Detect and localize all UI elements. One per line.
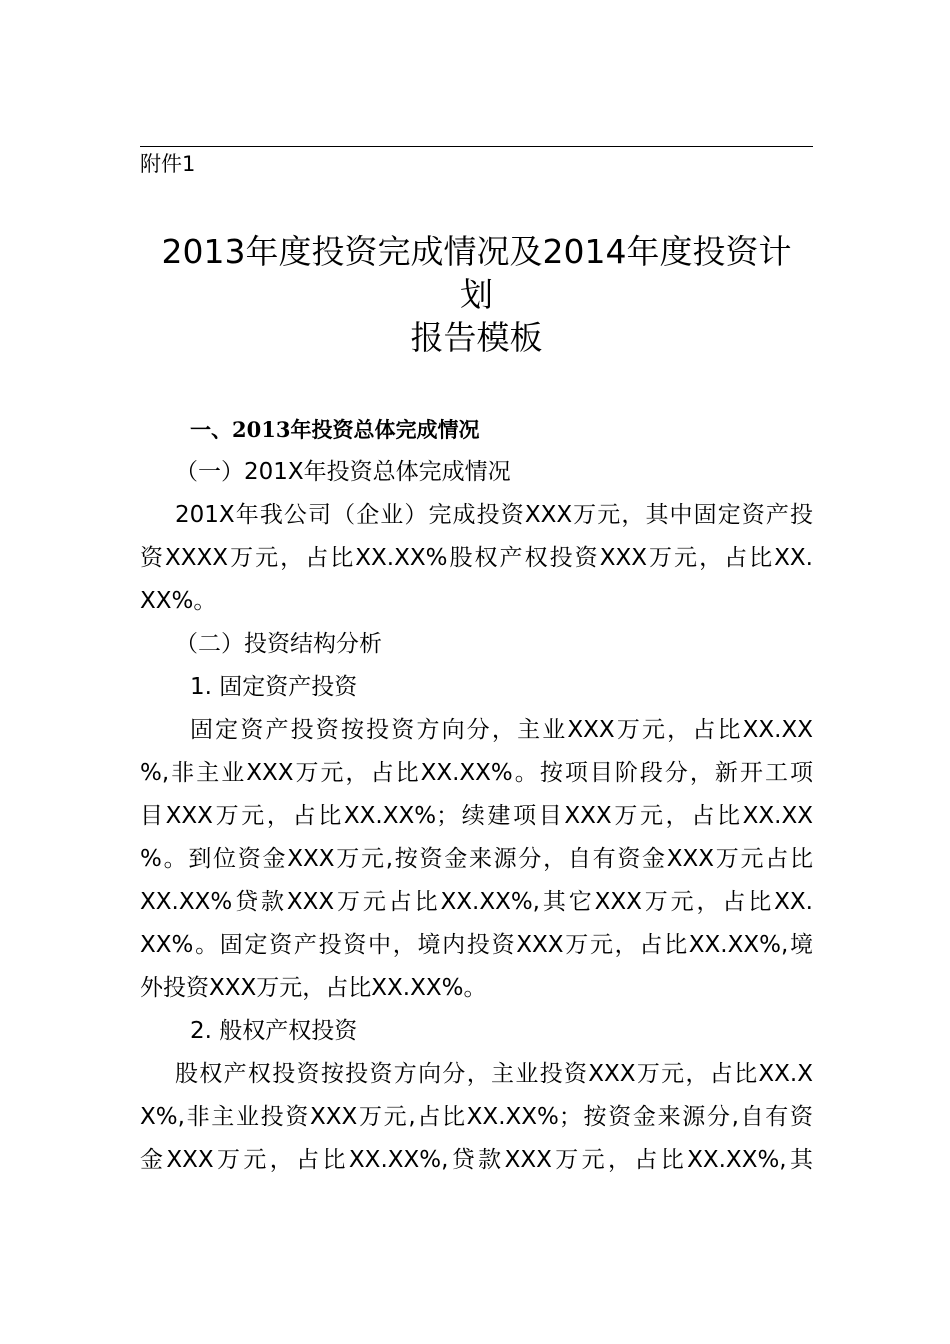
subsection-2-heading: （二）投资结构分析 xyxy=(175,631,382,657)
paragraph-line: 金XXX万元，占比XX.XX%,贷款XXX万元，占比XX.XX%,其 xyxy=(140,1147,813,1173)
paragraph-line: 201X年我公司（企业）完成投资XXX万元，其中固定资产投 xyxy=(175,502,813,528)
section-1-heading: 一、2013年投资总体完成情况 xyxy=(190,417,480,442)
paragraph-line: XX%。固定资产投资中，境内投资XXX万元，占比XX.XX%,境 xyxy=(140,932,813,958)
item-1-heading: 1. 固定资产投资 xyxy=(190,674,358,700)
paragraph-line: 外投资XXX万元，占比XX.XX%。 xyxy=(140,975,487,1001)
paragraph-line: XX%。 xyxy=(140,588,217,614)
attachment-label: 附件1 xyxy=(140,152,196,176)
paragraph-line: 目XXX万元，占比XX.XX%；续建项目XXX万元，占比XX.XX xyxy=(140,803,813,829)
paragraph-line: 股权产权投资按投资方向分，主业投资XXX万元，占比XX.X xyxy=(175,1061,813,1087)
paragraph-line: 固定资产投资按投资方向分，主业XXX万元，占比XX.XX xyxy=(190,717,813,743)
paragraph-line: X%,非主业投资XXX万元,占比XX.XX%；按资金来源分,自有资 xyxy=(140,1104,813,1130)
item-2-heading: 2. 般权产权投资 xyxy=(190,1018,358,1044)
paragraph-line: XX.XX%贷款XXX万元占比XX.XX%,其它XXX万元，占比XX. xyxy=(140,889,813,915)
document-title-line-3: 报告模板 xyxy=(410,318,543,357)
paragraph-line: 资XXXX万元，占比XX.XX%股权产权投资XXX万元，占比XX. xyxy=(140,545,813,571)
subsection-1-heading: （一）201X年投资总体完成情况 xyxy=(175,459,511,485)
paragraph-line: %,非主业XXX万元，占比XX.XX%。按项目阶段分，新开工项 xyxy=(140,760,813,786)
document-title-line-2: 划 xyxy=(460,275,493,314)
paragraph-line: %。到位资金XXX万元,按资金来源分，自有资金XXX万元占比 xyxy=(140,846,813,872)
document-title-line-1: 2013年度投资完成情况及2014年度投资计 xyxy=(161,232,792,271)
header-rule xyxy=(140,146,813,147)
